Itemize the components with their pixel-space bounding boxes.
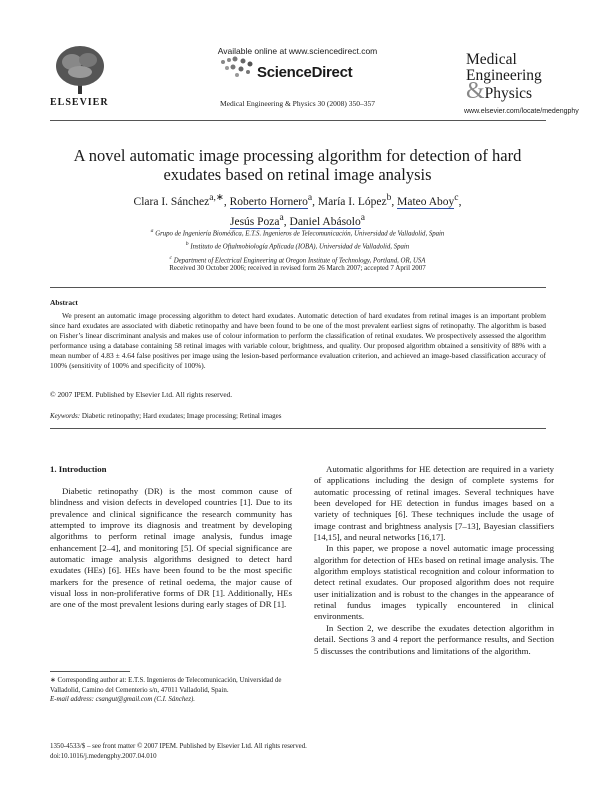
divider	[50, 287, 546, 288]
author-4-sup: c	[454, 192, 459, 203]
sciencedirect-brand: ScienceDirect	[257, 64, 353, 81]
page-footer	[50, 742, 307, 761]
intro-paragraph-4: In Section 2, we describe the exudates detection algorithm in detail. Sections 3 and 4 report the performance results, and Section 5 discusses the contributions and limitations of the algorithm.	[314, 622, 554, 656]
footnote-divider	[50, 671, 130, 672]
affiliations	[60, 226, 535, 266]
journal-citation: Medical Engineering & Physics 30 (2008) 350–357	[220, 99, 375, 108]
journal-logo	[466, 52, 542, 102]
journal-url-link[interactable]: www.elsevier.com/locate/medengphy	[464, 108, 579, 115]
author-1: Clara I. Sánchez	[133, 195, 210, 208]
author-6-sup: a	[360, 211, 366, 223]
affil-text-c: Department of Electrical Engineering at Oregon Institute of Technology, Portland, OR, USA	[173, 256, 426, 264]
doi-link[interactable]: doi:10.1016/j.medengphy.2007.04.010	[50, 752, 157, 760]
ampersand-glyph: &	[466, 78, 485, 104]
author-3: María I. López	[317, 195, 387, 208]
affil-sup-c: c	[169, 254, 173, 261]
footnote-email[interactable]: E-mail address: csangut@gmail.com (C.I. Sánchez).	[50, 696, 196, 703]
author-2-sup: a	[307, 192, 313, 203]
right-column	[314, 464, 554, 657]
sciencedirect-dots-icon	[219, 56, 255, 83]
author-6-link[interactable]: Daniel Abásolo	[289, 215, 361, 228]
affil-text-a: Grupo de Ingeniería Biomédica, E.T.S. Ingenieros de Telecomunicación, Universidad de Valladolid, Spain	[155, 230, 445, 238]
affil-sup-b: b	[185, 241, 189, 248]
abstract-body: We present an automatic image processing algorithm to detect hard exudates. Automatic detection of hard exudates from retinal images is an important problem since hard exudates are associated with diabetic retinopathy and have been found to be one of the most prevalent earliest signs of retinopathy. The algorithm is based on Fisher’s linear discriminant analysis and makes use of colour information to perform the classification of retinal exudates. We prospectively assessed the algorithm performance using a database containing 58 retinal images with variable colour, brightness, and quality. Our proposed algorithm obtained a sensitivity of 88% with a mean number of 4.83 ± 4.64 false positives per image using the lesion-based performance evaluation criterion, and achieved an image-based classification accuracy of 100% (sensitivity of 100% and specificity of 100%).	[50, 311, 546, 370]
footnote	[50, 676, 292, 705]
intro-paragraph-3: In this paper, we propose a novel automatic image processing algorithm for detection of HEs based on retinal image analysis. The algorithm employs statistical recognition and colour information to detect retinal exudates. Our proposed algorithm does not require user initialization and is robust to the changes in the appearance of retinal fundus images typically encountered in clinical environments.	[314, 543, 554, 622]
author-5-sup: a	[279, 211, 284, 223]
left-column	[50, 486, 292, 611]
affil-text-b: Instituto de Oftalmobiología Aplicada (IOBA), Universidad de Valladolid, Spain	[190, 243, 410, 251]
received-dates: Received 30 October 2006; received in revised form 26 March 2007; accepted 7 April 2007	[169, 264, 426, 272]
keywords-list: Diabetic retinopathy; Hard exudates; Image processing; Retinal images	[81, 412, 282, 420]
journal-name-line3: Physics	[484, 85, 533, 102]
footnote-corresponding: ∗ Corresponding author at: E.T.S. Ingenieros de Telecomunicación, Universidad de Valladolid, Camino del Cementerio s/n, 47011 Valladolid, Spain.	[50, 677, 282, 694]
intro-paragraph-2: Automatic algorithms for HE detection are required in a variety of applications including the design of complete systems for automatic processing of retinal images. Several techniques have been developed for HE detection in fundus images based on a variety of techniques [6]. These techniques include the usage of image contrast and brightness analysis [7–13], Bayesian classifiers [14,15], and neural networks [16,17].	[314, 464, 554, 543]
issn-line: 1350-4533/$ – see front matter © 2007 IPEM. Published by Elsevier Ltd. All rights reserved.	[50, 743, 307, 750]
affiliation-a	[60, 226, 535, 239]
section-heading: 1. Introduction	[50, 464, 107, 474]
divider	[50, 428, 546, 429]
publisher-name: ELSEVIER	[50, 97, 109, 108]
affiliation-b	[60, 239, 535, 252]
available-online-text: Available online at www.sciencedirect.com	[217, 46, 378, 56]
journal-name-line2: Engineering	[466, 67, 542, 84]
author-1-sup: a,∗	[209, 192, 224, 203]
journal-name-line1: Medical	[466, 51, 517, 68]
divider	[50, 120, 546, 121]
article-title: A novel automatic image processing algorithm for detection of hard exudates based on retinal image analysis	[73, 146, 522, 184]
author-5-link[interactable]: Jesús Poza	[229, 215, 280, 228]
abstract-heading: Abstract	[50, 298, 78, 307]
author-list: Clara I. Sánchez$^{a,∗}$, Roberto Hornero$^a$, María I. López$^b$, Mateo Aboy$^c$, Jesús Poza$^a$, Daniel Abásolo$^a$	[133, 192, 462, 228]
author-4-link[interactable]: Mateo Aboy	[397, 195, 455, 208]
intro-paragraph-1: Diabetic retinopathy (DR) is the most common cause of blindness and vision defects in developed countries [1]. Due to its prevalence and clinical significance the research community has attempted to improve its diagnosis and treatment by developing algorithms to perform retinal image analysis, fundus image enhancement [2–4], and monitoring [5]. Of special significance are automatic image analysis algorithms designed to detect hard exudates (HEs) [6]. HEs have been found to be the most specific markers for the presence of retinal oedema, the major cause of visual loss in non-proliferative forms of DR [1]. Additionally, HEs are one of the most prevalent lesions during early stages of DR [1].	[50, 486, 292, 610]
author-2-link[interactable]: Roberto Hornero	[229, 195, 308, 208]
keywords-label: Keywords:	[50, 412, 81, 420]
affil-sup-a: a	[150, 228, 154, 234]
abstract-copyright: © 2007 IPEM. Published by Elsevier Ltd. All rights reserved.	[50, 390, 233, 399]
author-3-sup: b	[386, 192, 392, 203]
keywords	[50, 412, 281, 420]
